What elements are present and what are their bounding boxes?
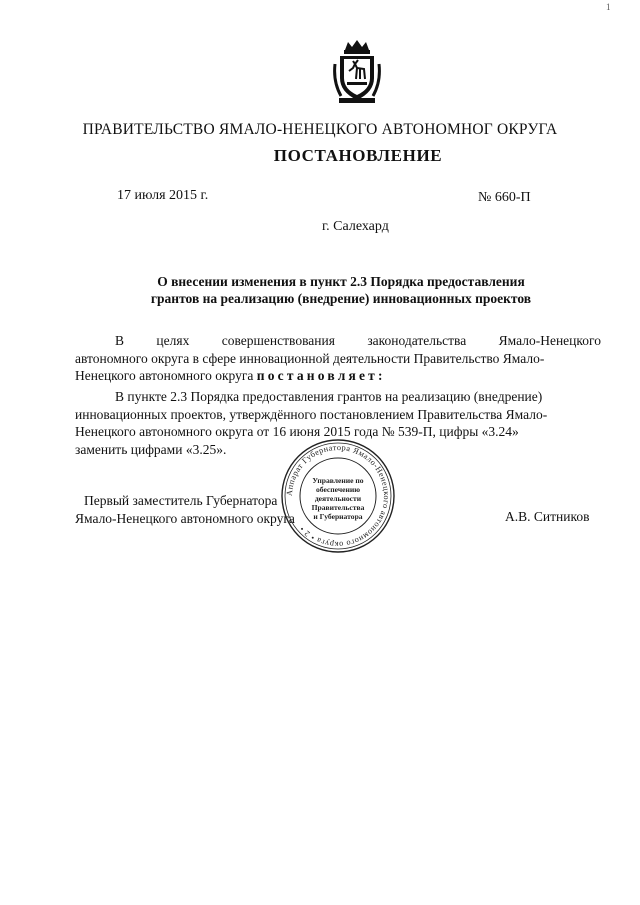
- preamble-word: В: [115, 333, 125, 348]
- signatory-position: [75, 492, 295, 527]
- decree-city: г. Салехард: [322, 219, 389, 234]
- stamp-line-5: и Губернатора: [313, 512, 363, 521]
- document-type-title: ПОСТАНОВЛЕНИЕ: [273, 146, 443, 165]
- operative-line-2: инновационных проектов, утверждённого постановлением Правительства Ямало-: [75, 406, 548, 422]
- preamble-word: целях: [156, 333, 190, 348]
- stamp-line-4: Правительства: [311, 503, 365, 512]
- operative-line-3: Ненецкого автономного округа от 16 июня 2015 года № 539-П, цифры «3.24»: [75, 424, 519, 439]
- preamble-line-1: [75, 332, 601, 350]
- coat-of-arms-emblem: [331, 38, 383, 106]
- preamble-line-2: автономного округа в сфере инновационной деятельности Правительство Ямало-: [75, 350, 545, 366]
- preamble-word: совершенствования: [221, 333, 335, 348]
- decree-subject: [0, 273, 640, 307]
- preamble-word: Ямало-Ненецкого: [498, 333, 601, 348]
- subject-line-2: грантов на реализацию (внедрение) инновационных проектов: [150, 291, 532, 306]
- position-line-2: Ямало-Ненецкого автономного округа: [75, 510, 295, 526]
- operative-line-1: В пункте 2.3 Порядка предоставления грантов на реализацию (внедрение): [115, 389, 543, 404]
- signatory-name: А.В. Ситников: [505, 509, 590, 524]
- decree-number: № 660-П: [478, 190, 531, 205]
- official-stamp: [279, 437, 397, 555]
- preamble-line-3: [75, 367, 601, 385]
- position-line-1: Первый заместитель Губернатора: [84, 493, 278, 508]
- decree-date: 17 июля 2015 г.: [117, 188, 209, 203]
- stamp-line-2: обеспечению: [315, 485, 361, 494]
- page-mark: 1: [606, 2, 612, 12]
- government-title: ПРАВИТЕЛЬСТВО ЯМАЛО-НЕНЕЦКОГО АВТОНОМНОГ ОКРУГА: [82, 121, 558, 138]
- stamp-ring-text: Аппарат Губернатора Ямало-Ненецкого автономного округа • 2 •: [284, 442, 392, 550]
- resolves-word: постановляет:: [256, 368, 386, 383]
- preamble-line-3-text: Ненецкого автономного округа: [75, 368, 254, 383]
- operative-line-4: заменить цифрами «3.25».: [75, 441, 227, 457]
- subject-line-1: О внесении изменения в пункт 2.3 Порядка предоставления: [157, 274, 525, 289]
- preamble-paragraph: [75, 332, 601, 385]
- stamp-line-1: Управление по: [312, 476, 364, 485]
- stamp-line-3: деятельности: [314, 494, 362, 503]
- preamble-word: законодательства: [367, 333, 467, 348]
